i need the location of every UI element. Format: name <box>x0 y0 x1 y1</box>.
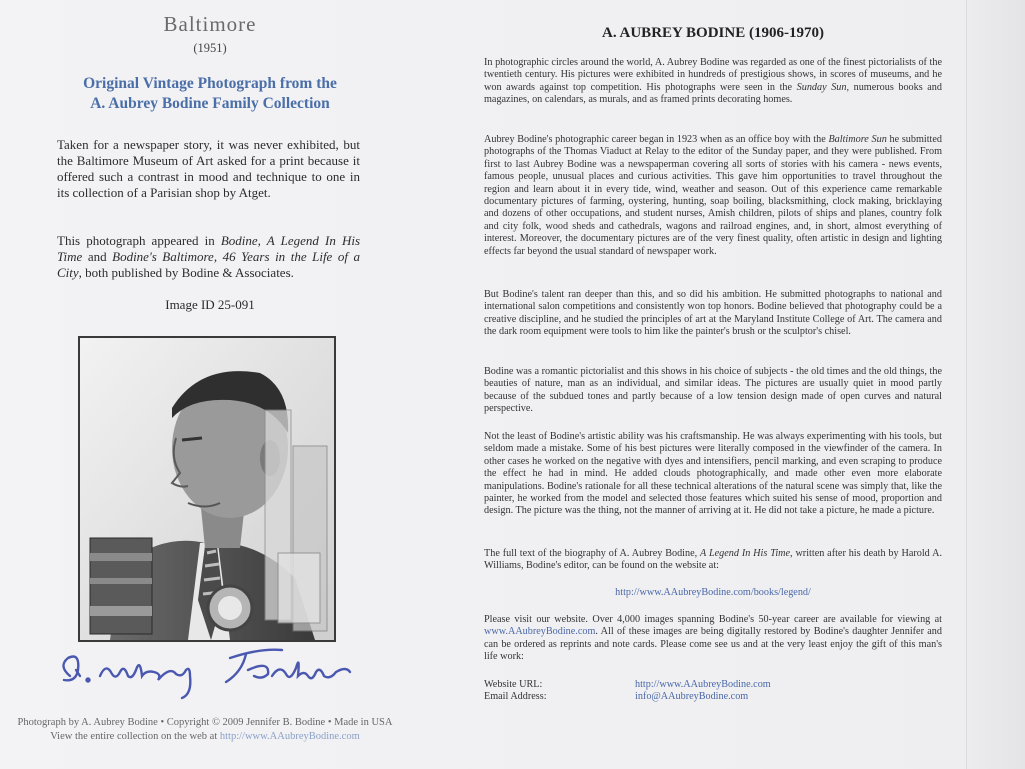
photo-year: (1951) <box>193 41 227 55</box>
collection-credit: View the entire collection on the web at http://www.AAubreyBodine.com <box>50 731 360 742</box>
bio-paragraph-3: But Bodine's talent ran deeper than this, and so did his ambition. He submitted photographs to national and international salon competitions and consistently won top honors. Bodine believed that photography could be a creative discipline, and he studied the principles of art at the Maryland Institute College of Art. The camera and the dark room equipment were tools to him like the painter's brush or the sculptor's chisel. <box>484 289 942 338</box>
email-link[interactable]: info@AAubreyBodine.com <box>635 691 749 702</box>
subtitle-line-2: A. Aubrey Bodine Family Collection <box>90 95 330 112</box>
page-title: Baltimore <box>163 12 257 36</box>
bio-paragraph-6: The full text of the biography of A. Aubrey Bodine, A Legend In His Time, written after his death by Harold A. Williams, Bodine's editor, can be found on the website at: <box>484 548 942 572</box>
bio-paragraph-7: Please visit our website. Over 4,000 images spanning Bodine's 50-year career are available for viewing at www.AAubreyBodine.com. All of these images are being digitally restored by Bodine's daughter Jennifer and can be ordered as reprints and note cards. Please come see us and at the very least enjoy the gift of this man's life work: <box>484 614 942 663</box>
collection-link[interactable]: http://www.AAubreyBodine.com <box>219 731 360 742</box>
legend-book-link[interactable]: http://www.AAubreyBodine.com/books/legend/ <box>615 587 811 598</box>
bio-paragraph-4: Bodine was a romantic pictorialist and this shows in his choice of subjects - the old times and the old things, the beauties of nature, man as an individual, and similar ideas. The pictures are usually quiet in mood partly because of the subdued tones and partly because of a low tension design made of open curves and natural perspective. <box>484 366 942 415</box>
portrait-photograph <box>78 336 336 642</box>
portrait-image <box>80 338 334 640</box>
image-id: Image ID 25-091 <box>165 297 255 312</box>
description-paragraph: Taken for a newspaper story, it was never exhibited, but the Baltimore Museum of Art asked for a print because it offered such a contrast in mood and technique to one in its collection of a Parisian shop by Atget. <box>57 137 360 200</box>
collection-subtitle <box>40 74 380 114</box>
website-label: Website URL: <box>484 679 543 690</box>
website-link[interactable]: http://www.AAubreyBodine.com <box>635 679 771 690</box>
bio-paragraph-2: Aubrey Bodine's photographic career began in 1923 when as an office boy with the Baltimore Sun he submitted photographs of the Thomas Viaduct at Relay to the editor of the Sunday paper, and they were published. From first to last Aubrey Bodine was a newspaperman covering all sorts of stories with his camera - news events, famous people, unusual places and curious activities. This gave him opportunities to travel throughout the region and learn about it in every tide, wind, weather and season. Out of this experience came remarkable documentary pictures of farming, oystering, hunting, soap boiling, blacksmithing, clock making, bricklaying and dozens of other occupations, and student nurses, Amish children, pilots of ships and planes, country folk and city folk, wood sheds and cathedrals, wagons and railroad engines, and, in short, almost everything of interest. Moreover, the documentary pictures are of the very finest quality, often artistic in design and lighting effects far beyond the usual standard of newspaper work. <box>484 134 942 257</box>
artist-signature <box>50 636 360 702</box>
website-inline-link[interactable]: www.AAubreyBodine.com <box>484 626 596 638</box>
biography-title: A. AUBREY BODINE (1906-1970) <box>602 25 824 41</box>
page-edge <box>966 0 1025 769</box>
copyright-credit: Photograph by A. Aubrey Bodine • Copyright © 2009 Jennifer B. Bodine • Made in USA <box>17 717 393 728</box>
email-label: Email Address: <box>484 691 547 702</box>
bio-paragraph-5: Not the least of Bodine's artistic ability was his craftsmanship. He was always experimenting with his tools, but seldom made a mistake. Some of his best pictures were literally composed in the viewfinder of the camera. In other cases he worked on the negative with dyes and intensifiers, pencil marking, and even scraping to produce the effect he had in mind. He added clouds photographically, and made other even more elaborate manipulations. Bodine's rationale for all these technical alterations of the natural scene was simply that, like the painter, he worked from the model and selected those features which suited his sense of mood, proportion and design. The picture was the thing, not the manner of arriving at it. He did not take a picture, he made a picture. <box>484 431 942 517</box>
subtitle-line-1: Original Vintage Photograph from the <box>83 75 337 92</box>
publication-paragraph: This photograph appeared in Bodine, A Legend In His Time and Bodine's Baltimore, 46 Years in the Life of a City, both published by Bodine & Associates. <box>57 233 361 280</box>
bio-paragraph-1: In photographic circles around the world, A. Aubrey Bodine was regarded as one of the finest pictorialists of the twentieth century. His pictures were exhibited in hundreds of prestigious shows, in scores of museums, and he won awards against top competition. His photographs were seen in the Sunday Sun, numerous books and magazines, on calendars, as murals, and as framed prints decorating homes. <box>484 57 942 106</box>
